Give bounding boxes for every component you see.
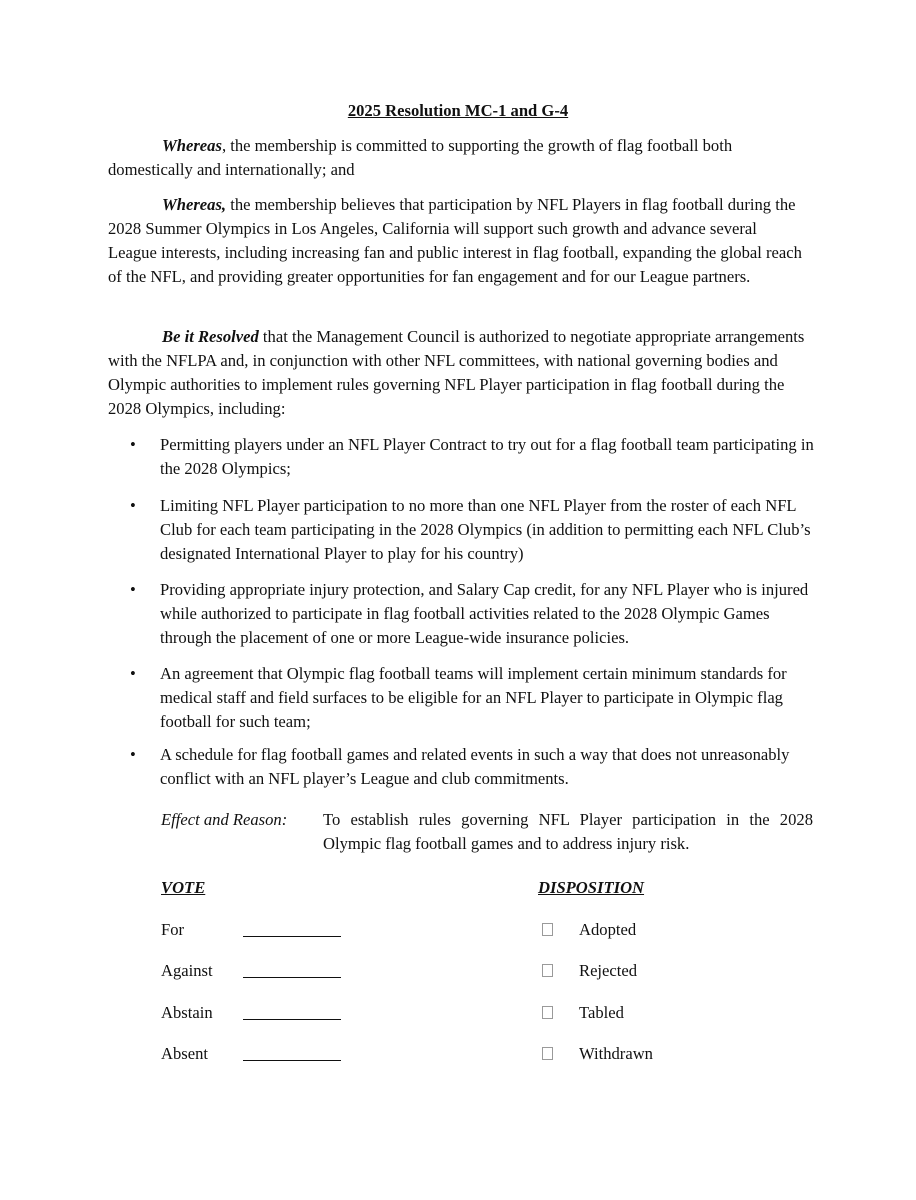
list-item — [130, 662, 820, 734]
vote-count-blank[interactable] — [243, 936, 341, 937]
paragraph-lead: Whereas — [162, 136, 222, 155]
list-item-text: Limiting NFL Player participation to no more than one NFL Player from the roster of each NFL Club for each team participating in the 2028 Olympics (in addition to permitting each NFL Club’s designated International Player to play for his country) — [160, 496, 811, 563]
vote-heading: VOTE — [161, 878, 206, 897]
effect-label: Effect and Reason: — [161, 810, 288, 829]
vote-count-blank[interactable] — [243, 1019, 341, 1020]
disposition-label: Rejected — [579, 961, 638, 980]
resolved-paragraph — [108, 325, 808, 421]
bullet-icon: • — [130, 745, 136, 764]
disposition-label: Adopted — [579, 920, 637, 939]
vote-label: Against — [161, 961, 213, 980]
vote-label: Abstain — [161, 1003, 213, 1022]
effect-text: To establish rules governing NFL Player participation in the 2028 Olympic flag football games and to address injury risk. — [323, 810, 813, 853]
paragraph-lead: Whereas, — [162, 195, 227, 214]
bullet-icon: • — [130, 496, 136, 515]
vote-label: Absent — [161, 1044, 209, 1063]
checkbox-icon[interactable] — [542, 1047, 553, 1060]
list-item — [130, 743, 820, 791]
vote-label: For — [161, 920, 185, 939]
bullet-icon: • — [130, 580, 136, 599]
list-item — [130, 494, 820, 566]
paragraph-text: the membership believes that participation by NFL Players in flag football during the 2028 Summer Olympics in Los Angeles, California will support such growth and advance several League interests, including increasing fan and public interest in flag football, expanding the global reach of the NFL, and providing greater opportunities for fan engagement and for our League partners. — [108, 195, 802, 286]
bullet-icon: • — [130, 664, 136, 683]
whereas-paragraph-2 — [108, 193, 808, 289]
list-item-text: An agreement that Olympic flag football teams will implement certain minimum standards for medical staff and field surfaces to be eligible for an NFL Player to participate in Olympic flag football for such team; — [160, 664, 787, 731]
paragraph-text: , the membership is committed to supporting the growth of flag football both domestically and internationally; and — [108, 136, 733, 179]
whereas-paragraph-1 — [108, 134, 808, 182]
disposition-label: Tabled — [579, 1003, 624, 1022]
bullet-icon: • — [130, 435, 136, 454]
vote-count-blank[interactable] — [243, 977, 341, 978]
list-item-text: Providing appropriate injury protection, and Salary Cap credit, for any NFL Player who is injured while authorized to participate in flag football activities related to the 2028 Olympic Games through the placement of one or more League-wide insurance policies. — [160, 580, 809, 647]
resolution-title: 2025 Resolution MC-1 and G-4 — [347, 101, 569, 120]
paragraph-text: that the Management Council is authorized to negotiate appropriate arrangements with the NFLPA and, in conjunction with other NFL committees, with national governing bodies and Olympic authorities to implement rules governing NFL Player participation in flag football during the 2028 Olympics, including: — [108, 327, 805, 418]
checkbox-icon[interactable] — [542, 964, 553, 977]
list-item-text: Permitting players under an NFL Player Contract to try out for a flag football team participating in the 2028 Olympics; — [160, 435, 814, 478]
checkbox-icon[interactable] — [542, 923, 553, 936]
paragraph-lead: Be it Resolved — [162, 327, 259, 346]
list-item-text: A schedule for flag football games and related events in such a way that does not unreasonably conflict with an NFL player’s League and club commitments. — [160, 745, 790, 788]
vote-count-blank[interactable] — [243, 1060, 341, 1061]
disposition-label: Withdrawn — [579, 1044, 653, 1063]
checkbox-icon[interactable] — [542, 1006, 553, 1019]
list-item — [130, 578, 820, 650]
list-item — [130, 433, 820, 481]
disposition-heading: DISPOSITION — [538, 878, 645, 897]
